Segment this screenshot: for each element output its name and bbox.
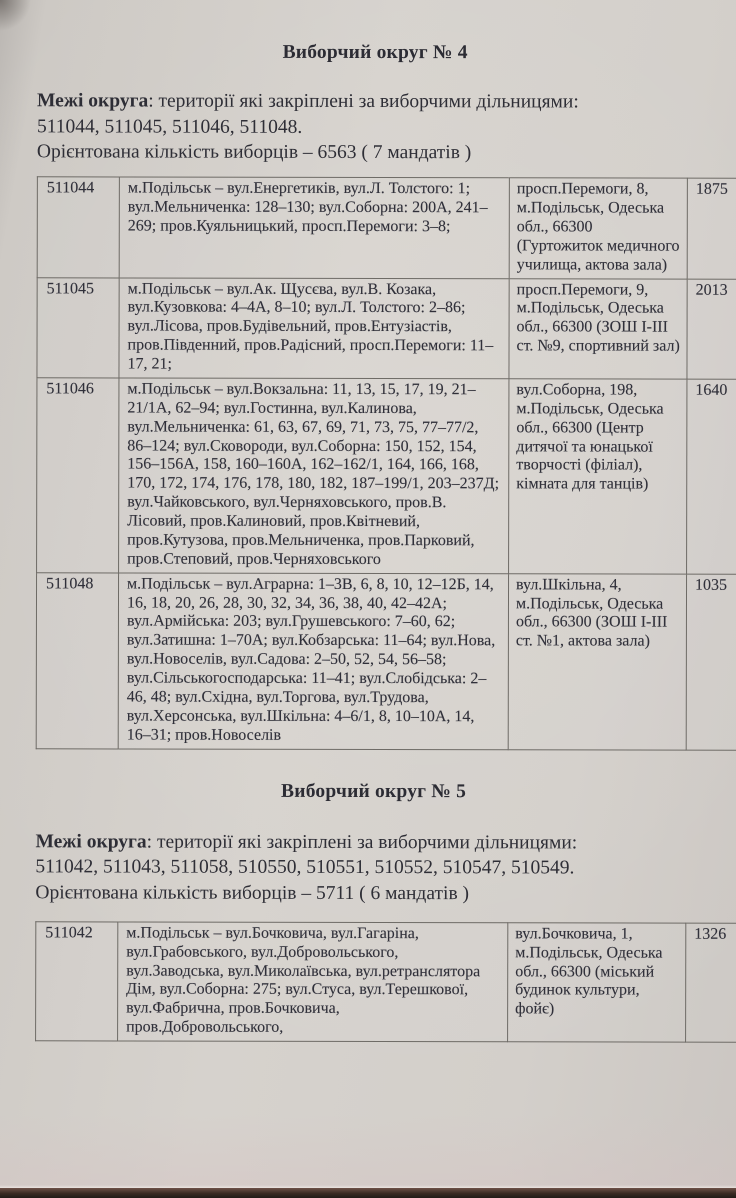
precinct-id-cell: 511045 — [37, 277, 119, 378]
polling-address-cell: вул.Бочковича, 1, м.Подільськ, Одеська обл., 66300 (міський будинок культури, фойє) — [508, 923, 686, 1043]
territory-cell: м.Подільськ – вул.Аграрна: 1–3В, 6, 8, 10, 12–12Б, 14, 16, 18, 20, 26, 28, 30, 32, 34, 36, 38, 40, 42–42А; вул.Армійська: 203; вул.Грушевського: 7–60, 62; вул.Затишна: 1–70А; вул.Кобзарська: 11–64; вул.Нова, вул.Новоселів, вул.Садова: 2–50, 52, 54, 56–58; вул.Сільськогосподарська: 11–41; вул.Слобідська: 2–46, 48; вул.Східна, вул.Торгова, вул.Трудова, вул.Херсонська, вул.Шкільна: 4–6/1, 8, 10–10А, 14, 16–31; пров.Новоселів — [118, 573, 508, 750]
district-5-intro — [35, 829, 711, 908]
polling-address-cell: просп.Перемоги, 9, м.Подільськ, Одеська обл., 66300 (ЗОШ І-ІІІ ст. №9, спортивний зал) — [509, 278, 687, 379]
district-5-section — [35, 780, 727, 1043]
precinct-numbers-line: 511042, 511043, 511058, 510550, 510551, 510552, 510547, 510549. — [35, 856, 575, 879]
precinct-id-cell: 511048 — [36, 573, 118, 749]
table-row — [37, 177, 736, 279]
district-4-section — [36, 41, 728, 750]
boundaries-label: Межі округа — [37, 90, 149, 112]
voter-estimate-line: Орієнтована кількість виборців – 5711 ( 6 мандатів ) — [35, 882, 470, 905]
voter-count-cell: 1035 — [686, 574, 736, 750]
table-row — [36, 922, 736, 1043]
precinct-numbers-line: 511044, 511045, 511046, 511048. — [36, 116, 303, 138]
voter-estimate-line: Орієнтована кількість виборців – 6563 ( 7 мандатів ) — [36, 141, 472, 164]
voter-count-cell: 1875 — [687, 178, 736, 279]
district-boundaries-line — [35, 829, 711, 856]
page-title: Виборчий округ № 4 — [282, 41, 468, 64]
district-4-intro — [37, 88, 713, 167]
precinct-id-cell: 511044 — [37, 177, 119, 278]
district-boundaries-line — [37, 88, 713, 115]
polling-address-cell: вул.Соборна, 198, м.Подільськ, Одеська обл., 66300 (Центр дитячої та юнацької творчості (філіал), кімната для танців) — [509, 379, 687, 574]
table-row — [37, 277, 736, 379]
district-5-table — [35, 921, 736, 1043]
polling-address-cell: вул.Шкільна, 4, м.Подільськ, Одеська обл., 66300 (ЗОШ І-ІІІ ст. №1, актова зала) — [508, 573, 686, 749]
boundaries-text: : території які закріплені за виборчими дільницями: — [146, 831, 578, 854]
territory-cell: м.Подільськ – вул.Вокзальна: 11, 13, 15, 17, 19, 21–21/1А, 62–94; вул.Гостинна, вул.Калинова, вул.Мельниченка: 61, 63, 67, 69, 71, 73, 75, 77–77/2, 86–124; вул.Сковороди, вул.Соборна: 150, 152, 154, 156–156А, 158, 160–160А, 162–162/1, 164, 166, 168, 170, 172, 174, 176, 178, 180, 182, 187–199/1, 203–237Д; вул.Чайковського, вул.Черняховського, пров.В. Лісовий, пров.Калиновий, пров.Квітневий, пров.Кутузова, пров.Мельниченка, пров.Парковий, пров.Степовий, пров.Черняховського — [119, 378, 509, 574]
precinct-id-cell: 511046 — [37, 378, 119, 573]
territory-cell: м.Подільськ – вул.Бочковича, вул.Гагаріна, вул.Грабовського, вул.Добровольського, вул.Заводська, вул.Миколаївська, вул.ретранслятора Дім, вул.Соборна: 275; вул.Стуса, вул.Терешкової, вул.Фабрична, пров.Бочковича, пров.Добровольського, — [118, 922, 508, 1042]
boundaries-text: : території які закріплені за виборчими дільницями: — [148, 90, 579, 113]
voter-count-cell: 1640 — [687, 379, 736, 574]
voter-count-cell: 2013 — [687, 279, 736, 380]
table-row — [36, 573, 736, 750]
territory-cell: м.Подільськ – вул.Ак. Щусєва, вул.В. Козака, вул.Кузовкова: 4–4А, 8–10; вул.Л. Толстого: 2–86; вул.Лісова, пров.Будівельний, пров.Ентузіастів, пров.Південний, пров.Радісний, просп.Перемоги: 11–17, 21; — [119, 278, 509, 379]
table-row — [37, 378, 736, 574]
district-4-table — [36, 177, 736, 751]
voter-count-cell: 1326 — [686, 923, 736, 1042]
territory-cell: м.Подільськ – вул.Енергетиків, вул.Л. Толстого: 1; вул.Мельниченка: 128–130; вул.Соборна: 200А, 241–269; пров.Куяльницький, просп.Перемоги: 3–8; — [119, 177, 509, 278]
boundaries-label: Межі округа — [35, 830, 147, 853]
photo-background-strip — [0, 1188, 736, 1198]
precinct-id-cell: 511042 — [36, 922, 118, 1041]
page-title: Виборчий округ № 5 — [281, 780, 467, 802]
polling-address-cell: просп.Перемоги, 8, м.Подільськ, Одеська обл., 66300 (Гуртожиток медичного училища, актова зала) — [509, 178, 687, 279]
